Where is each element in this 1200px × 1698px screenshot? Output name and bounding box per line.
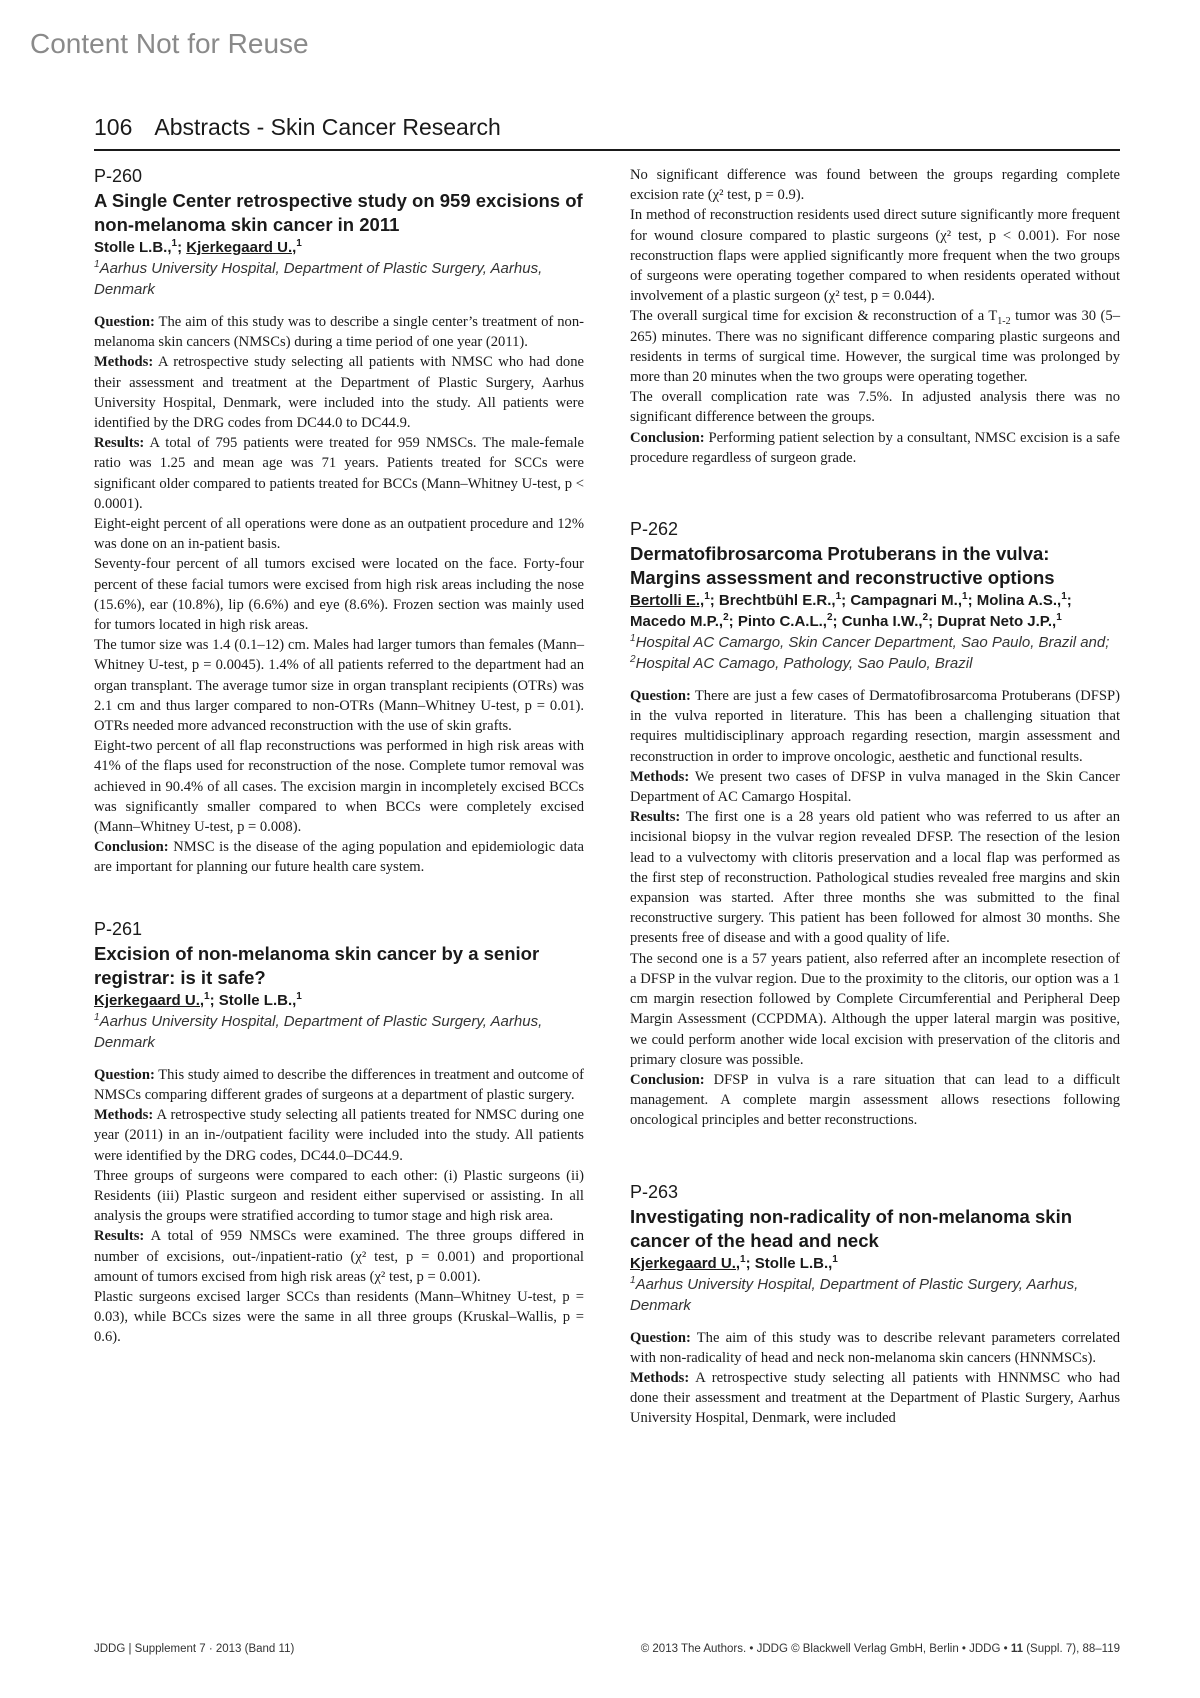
watermark: Content Not for Reuse (30, 28, 309, 59)
conclusion-label: Conclusion: (94, 839, 169, 856)
body-paragraph: The overall complication rate was 7.5%. In adjusted analysis there was no significant difference between the groups. (630, 389, 1120, 426)
results-text: A total of 959 NMSCs were examined. The three groups differed in number of excisions, out-/inpatient-ratio (χ² test, p = 0.001) and proportional amount of tumors excised from high risk areas (χ² test, p = 0.001). (94, 1228, 584, 1285)
author-separator: ; (177, 239, 187, 256)
conclusion-paragraph (94, 837, 584, 877)
question-paragraph (630, 1328, 1120, 1368)
author: ; Molina A.S., (967, 592, 1062, 610)
abstract-id: P-262 (630, 519, 679, 540)
author-sup: 2 (826, 612, 833, 624)
methods-paragraph (94, 1105, 584, 1166)
affil-sup: 1 (94, 259, 100, 270)
affil-text: Aarhus University Hospital, Department of Plastic Surgery, Aarhus, Denmark (630, 1275, 1079, 1314)
affil-text: Hospital AC Camargo, Skin Cancer Department, Sao Paulo, Brazil and; (635, 634, 1110, 652)
body-paragraph (630, 306, 1120, 387)
abstract-p261 (94, 918, 584, 1348)
results-text: A total of 795 patients were treated for 959 NMSCs. The male-female ratio was 1.25 and mean age was 71 years. Patients treated for SCCs were significant older compared to patients treated for BCCs (Mann–Whitney U-test, p < 0.0001). (94, 435, 584, 512)
left-column (94, 165, 584, 1348)
author-sup: 2 (922, 612, 929, 624)
author-sup: 1 (204, 990, 210, 1002)
abstract-affiliation (630, 632, 1120, 674)
methods-label: Methods: (94, 354, 154, 371)
question-paragraph (94, 1065, 584, 1105)
methods-text: A retrospective study selecting all patients treated for NMSC during one year (2011) in an in-/outpatient facility were included into the study. All patients were identified by the DRG codes, DC44.0–DC44.9. (94, 1107, 584, 1164)
abstract-affiliation (94, 1011, 584, 1053)
affil-sup: 1 (630, 633, 636, 645)
author-sup: 1 (740, 1253, 746, 1265)
methods-paragraph (94, 352, 584, 433)
affil-text: Hospital AC Camago, Pathology, Sao Paulo, Brazil (635, 655, 973, 673)
body-paragraph: The tumor size was 1.4 (0.1–12) cm. Males had larger tumors than females (Mann–Whitney U-test, p = 0.0045). 1.4% of all patients referred to the department had an organ transplant. The average tumor size in organ transplant recipients (OTRs) was 2.1 cm and thus larger compared to non-OTRs (Mann–Whitney U-test, p = 0.01). OTRs needed more advanced reconstruction with the use of skin grafts. (94, 637, 584, 735)
tumor-stage-sub: 1-2 (997, 316, 1011, 328)
right-column (630, 165, 1120, 1429)
body-paragraph: Three groups of surgeons were compared to each other: (i) Plastic surgeons (ii) Residents (iii) Plastic surgeon and resident either supervised or assisting. In all analysis the groups were stratified according to tumor stage and high risk area. (94, 1167, 584, 1225)
abstract-affiliation (94, 258, 584, 300)
body-paragraph: Plastic surgeons excised larger SCCs than residents (Mann–Whitney U-test, p = 0.03), while BCCs sizes were the same in all three groups (Kruskal–Wallis, p = 0.6). (94, 1288, 584, 1346)
presenting-author: Kjerkegaard U., (186, 239, 297, 256)
affil-sup: 1 (94, 1011, 100, 1023)
author-sup: 2 (723, 612, 729, 624)
abstract-authors (630, 1253, 1120, 1274)
conclusion-text: DFSP in vulva is a rare situation that can lead to a difficult management. A complete margin assessment allows resections following oncological principles and better reconstructions. (630, 1071, 1120, 1129)
surgical-time-text: The overall surgical time for excision & reconstruction of a T (630, 308, 998, 325)
methods-paragraph (630, 1368, 1120, 1429)
affil-text: Aarhus University Hospital, Department of Plastic Surgery, Aarhus, Denmark (94, 1012, 543, 1051)
author: ; Campagnari M., (841, 592, 963, 610)
methods-text: A retrospective study selecting all patients with NMSC who had done their assessment and treatment at the Department of Plastic Surgery, Aarhus University Hospital, Denmark, were included into the study. All patients were identified by the DRG codes from DC44.0 to DC44.9. (94, 354, 584, 432)
methods-label: Methods: (630, 768, 690, 785)
results-paragraph (94, 433, 584, 514)
copyright-text: © 2013 The Authors. • JDDG © Blackwell Verlag GmbH, Berlin • JDDG • (640, 1643, 1011, 1655)
abstract-title: A Single Center retrospective study on 959 excisions of non-melanoma skin cancer in 2011 (94, 190, 583, 235)
author: ; Macedo M.P., (630, 592, 1072, 631)
abstract-title: Dermatofibrosarcoma Protuberans in the vulva: Margins assessment and reconstructive options (630, 543, 1055, 589)
results-label: Results: (94, 435, 145, 452)
affil-text: Aarhus University Hospital, Department of Plastic Surgery, Aarhus, Denmark (94, 260, 543, 298)
presenting-author: Bertolli E., (630, 592, 705, 610)
question-text: The aim of this study was to describe a single center’s treatment of non-melanoma skin cancers (NMSCs) during a time period of one year (2011). (94, 314, 584, 351)
author: ; Pinto C.A.L., (728, 613, 827, 631)
question-paragraph (630, 686, 1120, 767)
affil-sup: 1 (630, 1274, 636, 1286)
author: Stolle L.B., (754, 1254, 833, 1272)
author-sup: 1 (835, 591, 842, 603)
presenting-author: Kjerkegaard U., (630, 1254, 741, 1272)
body-paragraph: Seventy-four percent of all tumors excised were located on the face. Forty-four percent of these facial tumors were excised from high risk areas including the nose (15.6%), ear (10.8%), lip (6.6%) and eye (8.6%). Frozen section was mainly used for tumors located in high risk areas. (94, 556, 584, 634)
author-sup: 1 (1056, 612, 1062, 624)
conclusion-label: Conclusion: (630, 429, 705, 446)
volume-number: 11 (1010, 1643, 1024, 1655)
author-separator: ; (745, 1254, 755, 1272)
author-sup: 1 (962, 591, 968, 603)
body-paragraph: Eight-two percent of all flap reconstructions was performed in high risk areas with 41% of the flaps used for reconstruction of the nose. Complete tumor removal was achieved in 90.4% of all cases. The excision margin in incompletely excised BCCs was significantly smaller compared to when BCCs were completely excised (Mann–Whitney U-test, p = 0.008). (94, 738, 584, 836)
abstract-authors (94, 237, 584, 258)
methods-label: Methods: (630, 1369, 690, 1386)
author-sup: 1 (832, 1253, 838, 1265)
abstract-p260 (94, 165, 584, 878)
abstract-title: Excision of non-melanoma skin cancer by a senior registrar: is it safe? (94, 942, 540, 988)
presenting-author: Kjerkegaard U., (94, 991, 205, 1009)
abstract-id: P-263 (630, 1181, 679, 1202)
body-paragraph: No significant difference was found between the groups regarding complete excision rate (χ² test, p = 0.9). (630, 167, 1120, 204)
results-paragraph (630, 807, 1120, 948)
question-label: Question: (630, 688, 691, 705)
conclusion-paragraph (630, 1070, 1120, 1131)
author-separator: ; (209, 991, 219, 1009)
running-head (94, 114, 1120, 141)
abstract-affiliation (630, 1274, 1120, 1316)
footer-copyright (560, 1643, 1120, 1655)
conclusion-text: Performing patient selection by a consultant, NMSC excision is a safe procedure regardless of surgeon grade. (630, 429, 1120, 466)
methods-label: Methods: (94, 1107, 154, 1124)
results-text: The first one is a 28 years old patient who was referred to us after an incisional biopsy in the vulvar region revealed DFSP. The resection of the lesion lead to a vulvectomy with clitoris preservation and a local flap was performed as the first step of reconstruction. Pathological studies revealed free margins and skin expansion was started. After three months she was submitted to the final reconstructive surgery. This patient has been followed for almost 30 months. She presents free of disease and with a good quality of life. (630, 809, 1120, 947)
author-sup: 1 (704, 591, 710, 603)
question-label: Question: (94, 1066, 155, 1083)
surgical-time-text-cont: tumor was 30 (5–265) minutes. There was no significant difference comparing plastic surgeons and residents in terms of surgical time. However, the surgical time was prolonged by more than 20 minutes when the two groups were operating together. (630, 308, 1121, 386)
question-text: The aim of this study was to describe relevant parameters correlated with non-radicality of head and neck non-melanoma skin cancers (HNNMSCs). (630, 1329, 1120, 1366)
results-paragraph (94, 1226, 584, 1287)
affil-sup: 2 (630, 654, 636, 666)
methods-paragraph (630, 767, 1120, 807)
author-sup: 1 (1061, 591, 1067, 603)
conclusion-text: NMSC is the disease of the aging population and epidemiologic data are important for planning our future health care system. (94, 839, 584, 876)
question-label: Question: (94, 314, 155, 330)
author: Stolle L.B., (94, 239, 172, 256)
body-paragraph: Eight-eight percent of all operations were done as an outpatient procedure and 12% was done on an in-patient basis. (94, 516, 584, 553)
results-label: Results: (94, 1228, 145, 1245)
page-number: 106 (94, 114, 133, 140)
author-sup: 1 (296, 990, 302, 1002)
body-paragraph: In method of reconstruction residents used direct suture significantly more frequent for wound closure compared to plastic surgeons (χ² test, p < 0.001). For nose reconstruction flaps were applied significantly more frequent when the two groups of surgeons were operating together compared to when residents operated without involvement of a plastic surgeon (χ² test, p = 0.044). (630, 207, 1120, 305)
methods-text: A retrospective study selecting all patients with HNNMSC who had done their assessment and treatment at the Department of Plastic Surgery, Aarhus University Hospital, Denmark, were included (630, 1369, 1120, 1427)
author: Stolle L.B., (218, 991, 297, 1009)
question-text: This study aimed to describe the differences in treatment and outcome of NMSCs comparing different grades of surgeons at a department of plastic surgery. (94, 1066, 584, 1103)
header-rule (94, 149, 1120, 151)
author-sup: 1 (171, 238, 178, 249)
pages-text: (Suppl. 7), 88–119 (1023, 1643, 1120, 1655)
results-label: Results: (630, 809, 681, 826)
conclusion-label: Conclusion: (630, 1071, 705, 1088)
author: ; Cunha I.W., (832, 613, 923, 631)
author: ; Brechtbühl E.R., (709, 592, 836, 610)
abstract-title: Investigating non-radicality of non-melanoma skin cancer of the head and neck (630, 1205, 1073, 1251)
question-paragraph (94, 312, 584, 352)
methods-text: We present two cases of DFSP in vulva managed in the Skin Cancer Department of AC Camargo Hospital. (630, 768, 1120, 806)
conclusion-paragraph (630, 428, 1120, 468)
abstract-p262 (630, 518, 1120, 1130)
abstract-authors (630, 590, 1120, 632)
footer-journal: JDDG | Supplement 7 · 2013 (Band 11) (94, 1643, 295, 1655)
author: ; Duprat Neto J.P., (928, 613, 1057, 631)
section-title: Abstracts - Skin Cancer Research (154, 114, 501, 140)
abstract-authors (94, 990, 584, 1011)
question-label: Question: (630, 1329, 691, 1346)
abstract-id: P-261 (94, 918, 143, 939)
question-text: There are just a few cases of Dermatofibrosarcoma Protuberans (DFSP) in the vulva reported in literature. This has been a challenging situation that requires multidisciplinary approach regarding resection, margin assessment and reconstruction in order to improve oncologic, aesthetic and functional results. (630, 688, 1120, 765)
abstract-p263 (630, 1181, 1120, 1429)
body-paragraph: The second one is a 57 years patient, also referred after an incomplete resection of a DFSP in the vulvar region. Due to the proximity to the clitoris, our option was a 1 cm margin resection followed by Complete Circumferential and Peripheral Deep Margin Assessment (CCPDMA). Although the upper lateral margin was positive, we could perform another wide local excision with preservation of the clitoris and primary closure was possible. (630, 950, 1120, 1068)
author-sup: 1 (296, 238, 302, 249)
abstract-p261-continued (630, 165, 1120, 468)
abstract-id: P-260 (94, 166, 143, 186)
